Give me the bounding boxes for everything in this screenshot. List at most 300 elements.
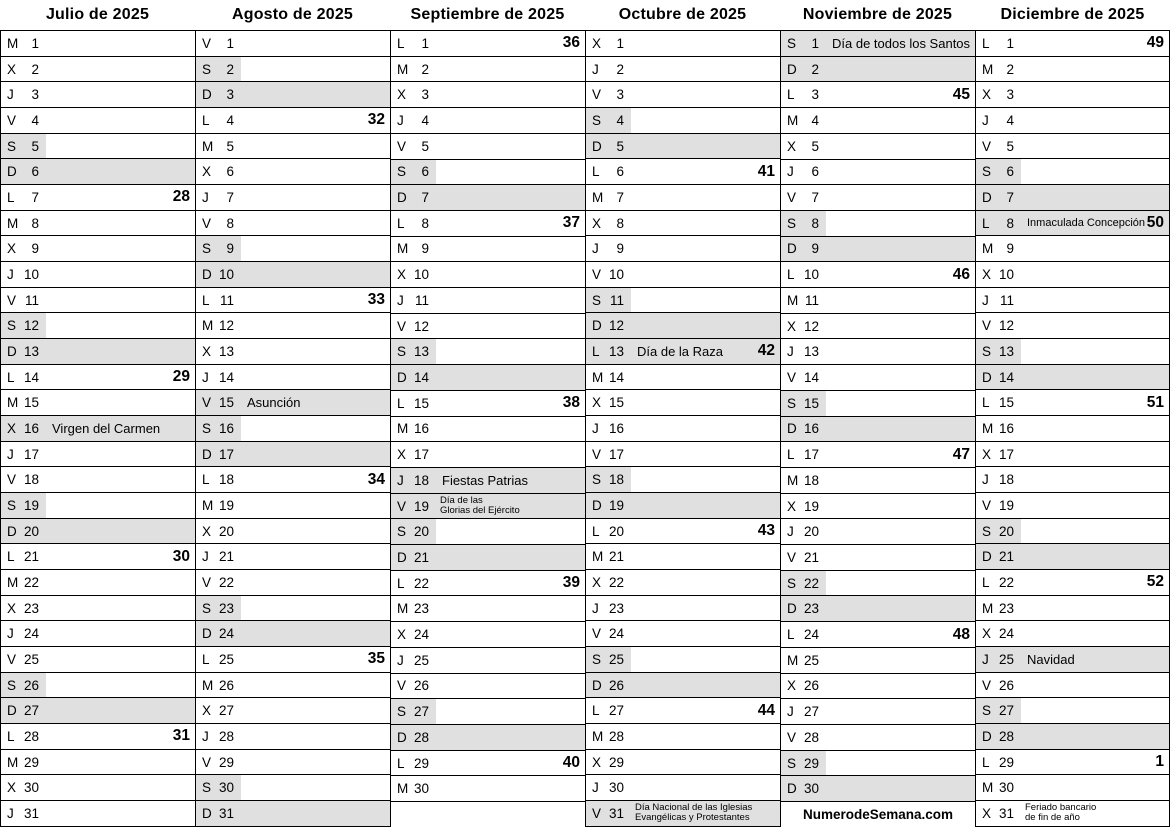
day-prefix (391, 108, 436, 133)
day-number: 25 (608, 651, 624, 667)
day-row (781, 725, 975, 751)
day-number: 22 (413, 575, 429, 591)
day-row (1, 211, 195, 237)
day-number: 7 (421, 190, 429, 206)
day-prefix (1, 698, 46, 723)
day-row (1, 596, 195, 622)
day-prefix (586, 621, 631, 646)
day-number: 13 (803, 344, 819, 360)
weekday-letter: S (397, 344, 407, 360)
day-row (976, 493, 1169, 519)
day-number: 2 (421, 61, 429, 77)
day-row (586, 775, 780, 801)
weekday-letter: X (787, 138, 797, 154)
weekday-letter: S (397, 704, 407, 720)
day-number: 21 (998, 549, 1014, 565)
day-prefix (1, 775, 46, 800)
day-prefix (586, 698, 631, 723)
day-row (1, 365, 195, 391)
day-row (196, 467, 390, 493)
day-number: 14 (218, 369, 234, 385)
day-prefix (976, 493, 1021, 518)
day-prefix (391, 339, 436, 364)
day-prefix (1, 365, 46, 390)
day-row (586, 467, 780, 493)
weekday-letter: V (592, 266, 602, 282)
day-row (781, 699, 975, 725)
weekday-letter: V (982, 318, 992, 334)
week-number: 52 (1146, 573, 1164, 591)
weekday-letter: V (592, 805, 602, 821)
day-row (196, 31, 390, 57)
day-row (781, 648, 975, 674)
weekday-letter: D (787, 61, 797, 77)
day-row (976, 519, 1169, 545)
day-prefix (391, 82, 436, 107)
holiday-label (631, 803, 752, 823)
day-row (391, 725, 585, 751)
weekday-letter: J (202, 369, 209, 385)
day-number: 29 (803, 755, 819, 771)
weekday-letter: M (202, 677, 214, 693)
weekday-letter: J (7, 87, 14, 103)
weekday-letter: L (787, 87, 795, 103)
day-prefix (1, 134, 46, 159)
day-row (196, 775, 390, 801)
day-number: 3 (811, 87, 819, 103)
day-prefix (391, 494, 436, 519)
day-number: 10 (23, 266, 39, 282)
day-number: 28 (998, 728, 1014, 744)
week-number: 37 (562, 214, 580, 232)
day-prefix (976, 390, 1021, 415)
day-prefix (586, 724, 631, 749)
day-prefix (391, 751, 436, 776)
day-row (391, 751, 585, 777)
day-prefix (1, 185, 46, 210)
day-row (781, 494, 975, 520)
day-number: 2 (616, 61, 624, 77)
weekday-letter: L (397, 35, 405, 51)
day-prefix (196, 544, 241, 569)
day-number: 16 (998, 420, 1014, 436)
day-number: 16 (608, 420, 624, 436)
day-prefix (1, 339, 46, 364)
day-number: 11 (24, 292, 39, 308)
day-row (781, 596, 975, 622)
weekday-letter: L (787, 447, 795, 463)
empty-cell (391, 802, 585, 827)
holiday-line: Día de las (440, 495, 483, 506)
day-row (1, 442, 195, 468)
day-prefix (781, 571, 826, 596)
day-prefix (976, 31, 1021, 56)
day-number: 25 (413, 652, 429, 668)
day-prefix (976, 775, 1021, 800)
day-prefix (196, 390, 241, 415)
day-row (976, 416, 1169, 442)
day-prefix (196, 596, 241, 621)
day-prefix (391, 725, 436, 750)
day-prefix (976, 159, 1021, 184)
month-days (390, 30, 585, 827)
day-row (196, 416, 390, 442)
day-number: 3 (31, 87, 39, 103)
day-prefix (1, 647, 46, 672)
day-number: 15 (998, 395, 1014, 411)
day-row (976, 31, 1169, 57)
day-row (1, 288, 195, 314)
day-number: 20 (23, 523, 39, 539)
weekday-letter: J (982, 472, 989, 488)
day-prefix (1, 82, 46, 107)
day-row (586, 544, 780, 570)
day-number: 20 (998, 523, 1014, 539)
day-prefix (781, 211, 826, 236)
day-row (391, 365, 585, 391)
day-prefix (976, 647, 1021, 672)
day-number: 5 (616, 138, 624, 154)
weekday-letter: J (982, 112, 989, 128)
day-number: 14 (413, 369, 429, 385)
day-prefix (586, 339, 631, 364)
day-prefix (1, 57, 46, 82)
weekday-letter: M (397, 241, 409, 257)
weekday-letter: D (7, 343, 17, 359)
day-prefix (976, 698, 1021, 723)
day-prefix (976, 313, 1021, 338)
day-prefix (781, 31, 826, 56)
day-prefix (196, 724, 241, 749)
weekday-letter: L (982, 215, 990, 231)
day-number: 1 (31, 35, 39, 51)
weekday-letter: J (787, 164, 794, 180)
day-number: 11 (414, 292, 429, 308)
day-row (586, 211, 780, 237)
day-number: 24 (23, 626, 39, 642)
day-prefix (976, 134, 1021, 159)
day-row (586, 57, 780, 83)
day-row (781, 751, 975, 777)
holiday-label: Día de la Raza (637, 343, 723, 359)
day-row (391, 674, 585, 700)
day-prefix (781, 545, 826, 570)
day-number: 8 (811, 215, 819, 231)
day-prefix (781, 262, 826, 287)
day-number: 14 (23, 369, 39, 385)
day-prefix (976, 467, 1021, 492)
week-number: 32 (367, 111, 385, 129)
day-prefix (781, 314, 826, 339)
weekday-letter: J (397, 292, 404, 308)
day-prefix (1, 313, 46, 338)
weekday-letter: D (7, 703, 17, 719)
day-row (196, 288, 390, 314)
week-number: 40 (562, 754, 580, 772)
day-number: 31 (23, 805, 39, 821)
month-days (780, 30, 975, 827)
day-prefix (196, 339, 241, 364)
day-prefix (1, 108, 46, 133)
weekday-letter: D (982, 549, 992, 565)
day-row (781, 622, 975, 648)
day-row (781, 262, 975, 288)
holiday-label: Navidad (1027, 651, 1075, 667)
day-number: 26 (803, 678, 819, 694)
day-prefix (196, 647, 241, 672)
month-column-3 (390, 0, 585, 827)
day-number: 5 (226, 138, 234, 154)
day-row (391, 31, 585, 57)
day-row (1, 493, 195, 519)
weekday-letter: X (592, 395, 602, 411)
weekday-letter: L (7, 189, 15, 205)
week-number: 36 (562, 34, 580, 52)
day-number: 19 (23, 497, 39, 513)
day-row (586, 698, 780, 724)
weekday-letter: D (787, 241, 797, 257)
day-row (586, 185, 780, 211)
day-row (196, 673, 390, 699)
day-number: 23 (218, 600, 234, 616)
day-row (586, 519, 780, 545)
day-number: 28 (413, 729, 429, 745)
day-prefix (196, 519, 241, 544)
day-row (781, 468, 975, 494)
weekday-letter: M (982, 600, 994, 616)
weekday-letter: S (7, 677, 17, 693)
weekday-letter: X (7, 420, 17, 436)
day-number: 20 (413, 524, 429, 540)
day-row (196, 801, 390, 827)
day-number: 27 (413, 704, 429, 720)
day-prefix (1, 416, 46, 441)
weekday-letter: X (7, 241, 17, 257)
weekday-letter: S (397, 164, 407, 180)
weekday-letter: M (787, 652, 799, 668)
day-number: 17 (413, 447, 429, 463)
day-number: 17 (998, 446, 1014, 462)
day-number: 25 (998, 651, 1014, 667)
day-prefix (976, 211, 1021, 236)
weekday-letter: S (7, 318, 17, 334)
day-row (1, 185, 195, 211)
day-number: 24 (608, 626, 624, 642)
day-row (976, 801, 1169, 827)
weekday-letter: X (202, 164, 212, 180)
day-row (1, 339, 195, 365)
day-prefix (196, 698, 241, 723)
day-number: 15 (218, 395, 234, 411)
weekday-letter: V (787, 549, 797, 565)
day-number: 12 (803, 318, 819, 334)
day-number: 13 (608, 343, 624, 359)
day-prefix (781, 108, 826, 133)
weekday-letter: S (7, 138, 17, 154)
weekday-letter: L (592, 164, 600, 180)
weekday-letter: X (592, 754, 602, 770)
weekday-letter: M (202, 497, 214, 513)
day-number: 17 (803, 447, 819, 463)
holiday-label (1021, 803, 1096, 823)
day-number: 12 (218, 318, 234, 334)
day-prefix (391, 185, 436, 210)
day-row (781, 82, 975, 108)
day-number: 7 (31, 189, 39, 205)
day-row (1, 750, 195, 776)
day-row (1, 801, 195, 827)
day-prefix (781, 160, 826, 185)
day-prefix (781, 417, 826, 442)
day-number: 29 (23, 754, 39, 770)
weekday-letter: J (592, 780, 599, 796)
day-row (391, 82, 585, 108)
day-row (976, 390, 1169, 416)
holiday-line: Glorias del Ejército (440, 505, 520, 516)
week-number: 43 (757, 522, 775, 540)
day-prefix (391, 391, 436, 416)
day-prefix (1, 750, 46, 775)
day-row (586, 493, 780, 519)
day-row (391, 211, 585, 237)
day-prefix (391, 468, 436, 493)
weekday-letter: L (982, 574, 990, 590)
day-prefix (781, 391, 826, 416)
day-number: 24 (413, 627, 429, 643)
weekday-letter: L (982, 35, 990, 51)
weekday-letter: D (397, 190, 407, 206)
day-prefix (1, 390, 46, 415)
day-prefix (1, 621, 46, 646)
day-row (391, 237, 585, 263)
day-prefix (586, 596, 631, 621)
day-number: 24 (803, 627, 819, 643)
weekday-letter: X (982, 446, 992, 462)
weekday-letter: L (592, 343, 600, 359)
day-prefix (1, 519, 46, 544)
weekday-letter: M (397, 601, 409, 617)
day-row (781, 160, 975, 186)
day-number: 12 (23, 318, 39, 334)
day-number: 31 (218, 805, 234, 821)
day-number: 6 (811, 164, 819, 180)
day-prefix (196, 134, 241, 159)
day-row (196, 596, 390, 622)
week-number: 38 (562, 394, 580, 412)
weekday-letter: L (787, 267, 795, 283)
weekday-letter: X (397, 447, 407, 463)
weekday-letter: S (7, 497, 17, 513)
day-prefix (781, 674, 826, 699)
day-number: 27 (218, 703, 234, 719)
day-prefix (586, 262, 631, 287)
day-prefix (586, 390, 631, 415)
day-row (1, 236, 195, 262)
weekday-letter: L (202, 472, 210, 488)
day-prefix (1, 236, 46, 261)
week-number: 49 (1146, 34, 1164, 52)
day-row (391, 160, 585, 186)
day-prefix (586, 647, 631, 672)
day-number: 21 (608, 549, 624, 565)
day-number: 19 (218, 497, 234, 513)
day-prefix (391, 442, 436, 467)
day-number: 18 (413, 472, 429, 488)
weekday-letter: D (592, 138, 602, 154)
day-row (976, 339, 1169, 365)
day-prefix (1, 467, 46, 492)
day-prefix (781, 134, 826, 159)
day-number: 10 (608, 266, 624, 282)
week-number: 48 (952, 625, 970, 643)
day-number: 30 (803, 781, 819, 797)
weekday-letter: V (592, 446, 602, 462)
day-row (196, 57, 390, 83)
day-row (391, 262, 585, 288)
day-row (976, 467, 1169, 493)
day-row (586, 647, 780, 673)
day-prefix (391, 596, 436, 621)
day-prefix (586, 108, 631, 133)
month-column-1 (0, 0, 195, 827)
day-prefix (391, 571, 436, 596)
day-prefix (976, 724, 1021, 749)
weekday-letter: D (397, 549, 407, 565)
day-number: 23 (23, 600, 39, 616)
weekday-letter: M (7, 35, 19, 51)
day-prefix (391, 57, 436, 82)
day-prefix (781, 622, 826, 647)
day-prefix (391, 622, 436, 647)
weekday-letter: J (397, 652, 404, 668)
day-number: 12 (998, 318, 1014, 334)
weekday-letter: X (397, 627, 407, 643)
weekday-letter: S (592, 472, 602, 488)
day-prefix (781, 237, 826, 262)
day-prefix (586, 57, 631, 82)
weekday-letter: V (592, 87, 602, 103)
day-prefix (976, 801, 1021, 826)
weekday-letter: D (202, 446, 212, 462)
day-prefix (391, 262, 436, 287)
weekday-letter: X (7, 600, 17, 616)
day-prefix (1, 262, 46, 287)
weekday-letter: D (7, 523, 17, 539)
weekday-letter: L (397, 395, 405, 411)
day-row (196, 750, 390, 776)
day-number: 8 (421, 215, 429, 231)
day-row (391, 699, 585, 725)
month-days (585, 30, 780, 827)
day-row (586, 262, 780, 288)
day-prefix (1, 211, 46, 236)
weekday-letter: J (7, 626, 14, 642)
day-number: 16 (23, 420, 39, 436)
day-prefix (1, 288, 46, 313)
day-row (781, 519, 975, 545)
day-number: 20 (608, 523, 624, 539)
day-number: 11 (999, 292, 1014, 308)
day-row (391, 776, 585, 802)
day-number: 11 (609, 292, 624, 308)
day-row (586, 390, 780, 416)
day-row (1, 313, 195, 339)
weekday-letter: V (982, 677, 992, 693)
day-row (586, 339, 780, 365)
weekday-letter: D (982, 728, 992, 744)
day-number: 17 (23, 446, 39, 462)
day-row (391, 391, 585, 417)
